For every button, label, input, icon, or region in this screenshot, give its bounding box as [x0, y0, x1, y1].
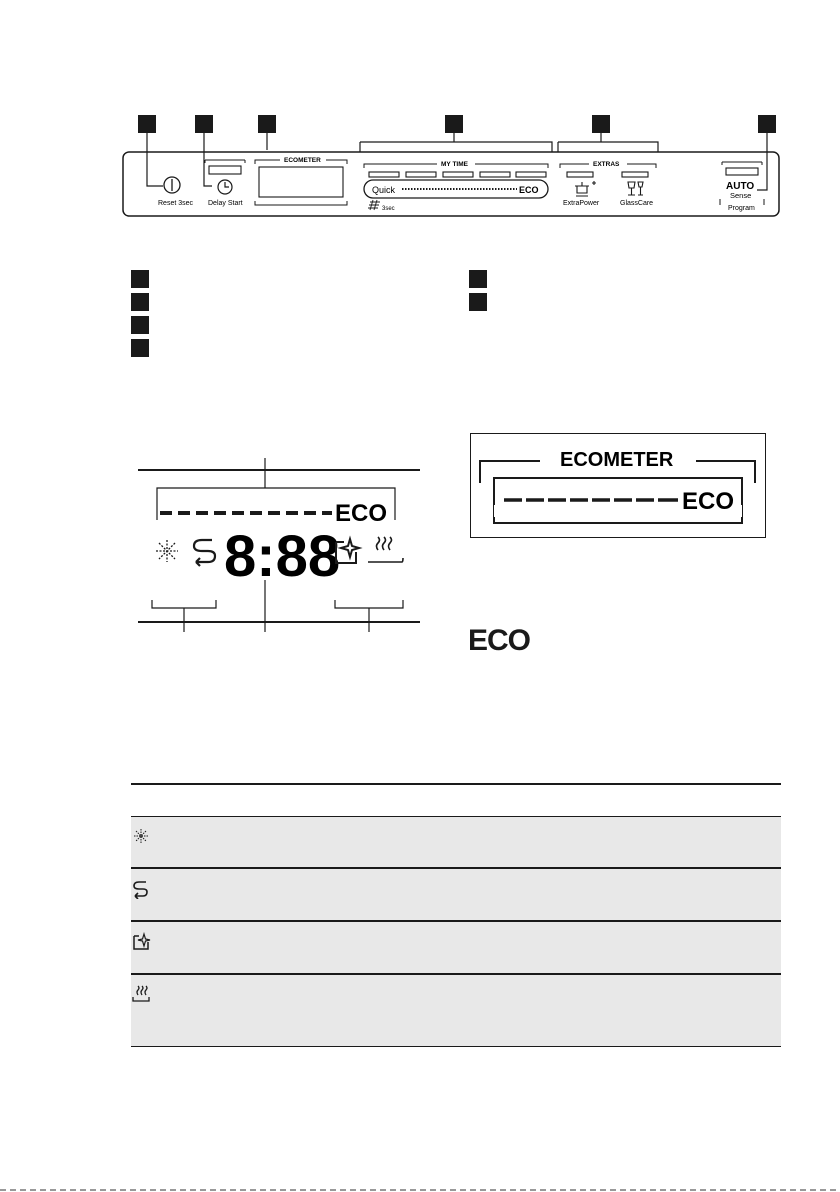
- eco-logo: ECO: [468, 624, 531, 657]
- auto-label[interactable]: AUTO: [726, 181, 755, 192]
- legend-marker-3: [131, 316, 149, 334]
- auto-open-icon: [131, 985, 151, 1005]
- table-row: [131, 975, 781, 1046]
- sense-label: Sense: [730, 191, 752, 200]
- salt-icon: [194, 540, 215, 566]
- callout-marker-6: [758, 115, 776, 133]
- slider-note-label: 3sec: [382, 206, 395, 212]
- extra-power-icon[interactable]: [575, 181, 596, 196]
- table-row: [131, 869, 781, 920]
- legend-marker-5: [469, 270, 487, 288]
- slider-quick-label: Quick: [372, 185, 396, 195]
- table-bottom-rule: [131, 1046, 781, 1047]
- display-digits: 8:88: [224, 524, 341, 589]
- program-label: Program: [728, 205, 755, 212]
- hash-icon: [368, 200, 380, 210]
- display-eco-label: ECO: [335, 500, 388, 527]
- glass-care-indicator: [622, 172, 648, 177]
- legend-marker-4: [131, 339, 149, 357]
- glass-care-label: GlassCare: [620, 200, 654, 207]
- callout-marker-2: [195, 115, 213, 133]
- ecometer-box-eco: ECO: [682, 488, 735, 515]
- salt-icon: [131, 879, 151, 899]
- my-time-label: MY TIME: [441, 161, 468, 168]
- table-row: [131, 922, 781, 973]
- extra-power-indicator: [567, 172, 593, 177]
- table-row: [131, 817, 781, 867]
- machine-care-icon: [131, 932, 151, 952]
- glass-care-icon[interactable]: [628, 182, 643, 195]
- display-diagram: [130, 440, 430, 640]
- extras-label: EXTRAS: [593, 161, 620, 168]
- callout-marker-4: [445, 115, 463, 133]
- legend-marker-1: [131, 270, 149, 288]
- ecometer-window: [259, 167, 343, 197]
- auto-open-icon: [368, 537, 403, 562]
- table-top-rule: [131, 783, 781, 785]
- my-time-leds: [369, 172, 546, 177]
- rinse-aid-icon: [156, 540, 178, 562]
- legend-marker-2: [131, 293, 149, 311]
- callout-marker-5: [592, 115, 610, 133]
- delay-start-indicator: [209, 166, 241, 174]
- rinse-aid-icon: [131, 827, 151, 847]
- callout-marker-3: [258, 115, 276, 133]
- legend-marker-6: [469, 293, 487, 311]
- auto-indicator: [726, 168, 758, 175]
- page-bottom-edge: [0, 1189, 840, 1191]
- callout-marker-1: [138, 115, 156, 133]
- clock-icon[interactable]: [218, 180, 232, 194]
- reset-label: Reset 3sec: [158, 200, 194, 207]
- slider-eco-label: ECO: [519, 185, 539, 195]
- delay-start-label: Delay Start: [208, 200, 243, 207]
- ecometer-diagram: [470, 433, 770, 543]
- ecometer-panel-label: ECOMETER: [284, 157, 321, 164]
- control-panel-diagram: [0, 0, 840, 240]
- extra-power-label: ExtraPower: [563, 200, 600, 207]
- ecometer-box-title: ECOMETER: [560, 449, 674, 471]
